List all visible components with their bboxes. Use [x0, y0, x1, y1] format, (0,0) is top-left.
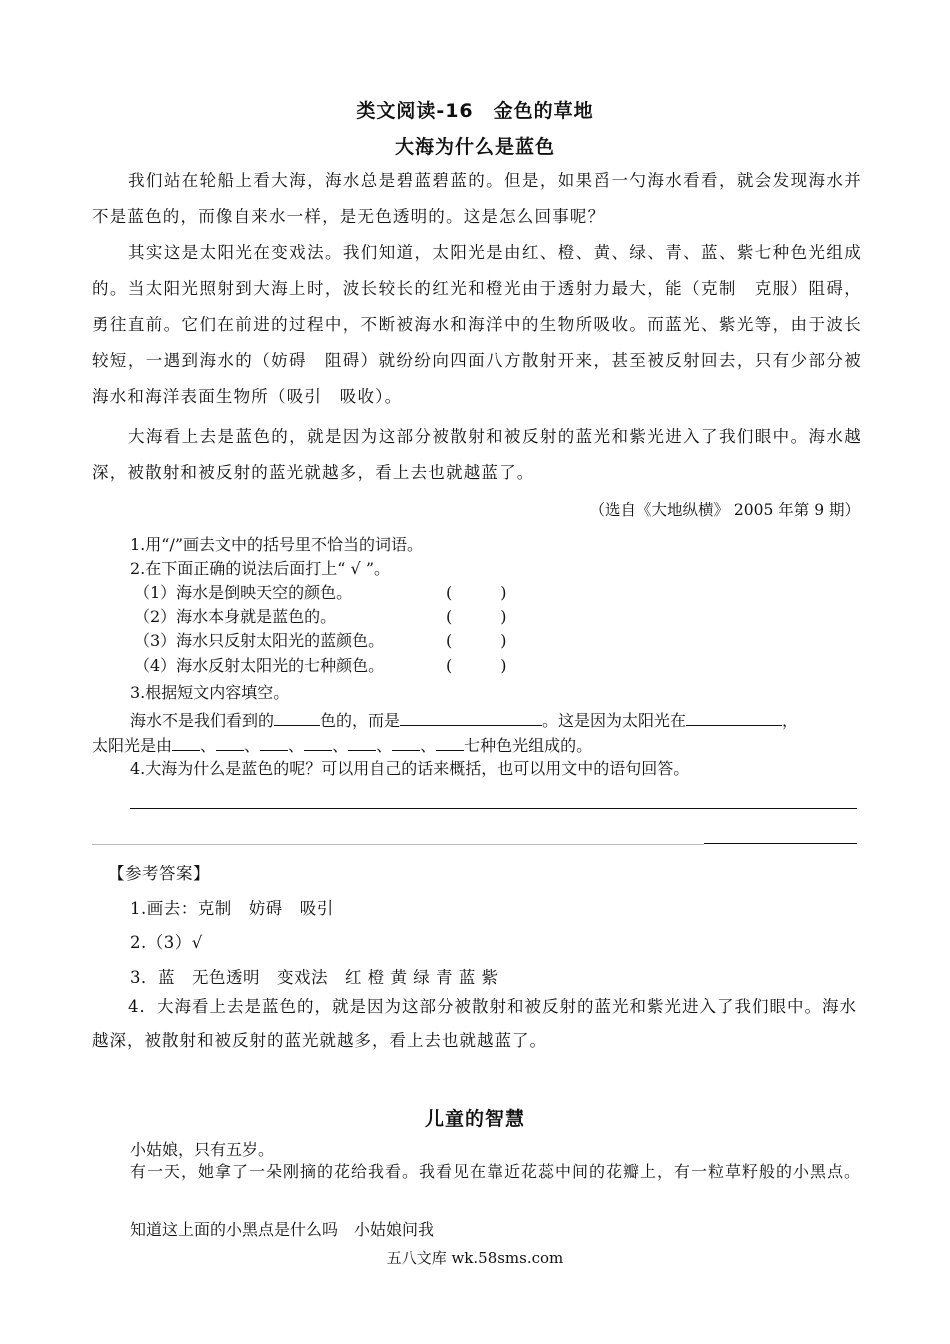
fill-text: ， [782, 711, 799, 730]
paragraph-1: 我们站在轮船上看大海，海水总是碧蓝碧蓝的。但是，如果舀一勺海水看看，就会发现海水并不是蓝色的，而像自来水一样，是无色透明的。这是怎么回事呢？ [92, 171, 862, 226]
answer-paren-1[interactable]: ( ) [446, 583, 507, 602]
answers-heading: 【参考答案】 [108, 864, 210, 883]
option-2: （2）海水本身就是蓝色的。 [134, 607, 337, 626]
paragraph-3: 大海看上去是蓝色的，就是因为这部分被散射和被反射的蓝光和紫光进入了我们眼中。海水越深，被散射和被反射的蓝光就越多，看上去也就越蓝了。 [92, 427, 862, 482]
question-1: 1.用“/”画去文中的括号里不恰当的词语。 [130, 535, 424, 554]
answer-line-2-end [704, 843, 857, 844]
paragraph-2: 其实这是太阳光在变戏法。我们知道，太阳光是由红、橙、黄、绿、青、蓝、紫七种色光组成的。当太阳光照射到大海上时，波长较长的红光和橙光由于透射力最大，能（克制 克服）阻碍，勇往直前。它们在前进的过程中，不断被海水和海洋中的生物所吸收。而蓝光、紫光等，由于波长较短，一遇到海水的（妨碍 阻碍）就纷纷向四面八方散射开来，甚至被反射回去，只有少部分被海水和海洋表面生物所（吸引 吸收）。 [92, 243, 862, 406]
fill-text: 色的，而是 [320, 711, 401, 730]
fill-blank[interactable] [686, 709, 782, 726]
fill-blank[interactable] [400, 709, 542, 726]
fill-text: 。这是因为太阳光在 [542, 711, 687, 730]
fill-sep: 、 [332, 736, 349, 755]
answer-line-1[interactable] [130, 808, 857, 809]
color-blank-7[interactable] [436, 734, 464, 751]
second-article-title: 儿童的智慧 [424, 1108, 525, 1130]
fill-sep: 、 [200, 736, 217, 755]
answer-4: 4．大海看上去是蓝色的，就是因为这部分被散射和被反射的蓝光和紫光进入了我们眼中。海水越深，被散射和被反射的蓝光就越多，看上去也就越蓝了。 [92, 997, 857, 1050]
answer-line-2[interactable] [92, 844, 704, 845]
answer-paren-3[interactable]: ( ) [446, 631, 507, 650]
article-title: 大海为什么是蓝色 [394, 136, 555, 158]
question-3: 3.根据短文内容填空。 [130, 683, 290, 702]
fill-sep: 、 [420, 736, 437, 755]
option-1: （1）海水是倒映天空的颜色。 [134, 583, 353, 602]
fill-blank[interactable] [274, 709, 320, 726]
story-line-3: 知道这上面的小黑点是什么吗 小姑娘问我 [130, 1220, 435, 1239]
fill-text: 太阳光是由 [92, 736, 173, 755]
doc-title: 类文阅读-16 金色的草地 [356, 100, 594, 122]
fill-text: 海水不是我们看到的 [130, 711, 275, 730]
answer-1: 1.画去：克制 妨碍 吸引 [130, 899, 334, 918]
option-4: （4）海水反射太阳光的七种颜色。 [134, 656, 385, 675]
color-blank-1[interactable] [172, 734, 200, 751]
color-blank-3[interactable] [260, 734, 288, 751]
story-line-1: 小姑娘，只有五岁。 [130, 1140, 275, 1159]
fill-sep: 、 [376, 736, 393, 755]
footer-watermark: 五八文库 wk.58sms.com [386, 1249, 564, 1267]
fill-sep: 、 [288, 736, 305, 755]
option-3: （3）海水只反射太阳光的蓝颜色。 [134, 631, 385, 650]
source-citation: （选自《大地纵横》 2005 年第 9 期） [589, 501, 860, 519]
question-2: 2.在下面正确的说法后面打上“ √ ”。 [130, 559, 390, 578]
fill-line-2 [92, 733, 592, 756]
answer-paren-2[interactable]: ( ) [446, 607, 507, 626]
color-blank-6[interactable] [392, 734, 420, 751]
fill-text: 七种色光组成的。 [464, 736, 593, 755]
color-blank-2[interactable] [216, 734, 244, 751]
color-blank-4[interactable] [304, 734, 332, 751]
color-blank-5[interactable] [348, 734, 376, 751]
answer-2: 2.（3）√ [130, 933, 203, 952]
fill-line-1 [130, 708, 798, 731]
fill-sep: 、 [244, 736, 261, 755]
answer-paren-4[interactable]: ( ) [446, 656, 507, 675]
answer-3: 3．蓝 无色透明 变戏法 红 橙 黄 绿 青 蓝 紫 [130, 968, 499, 987]
story-line-2: 有一天，她拿了一朵刚摘的花给我看。我看见在靠近花蕊中间的花瓣上，有一粒草籽般的小黑点。 [130, 1162, 862, 1181]
question-4: 4.大海为什么是蓝色的呢？可以用自己的话来概括，也可以用文中的语句回答。 [130, 759, 690, 778]
